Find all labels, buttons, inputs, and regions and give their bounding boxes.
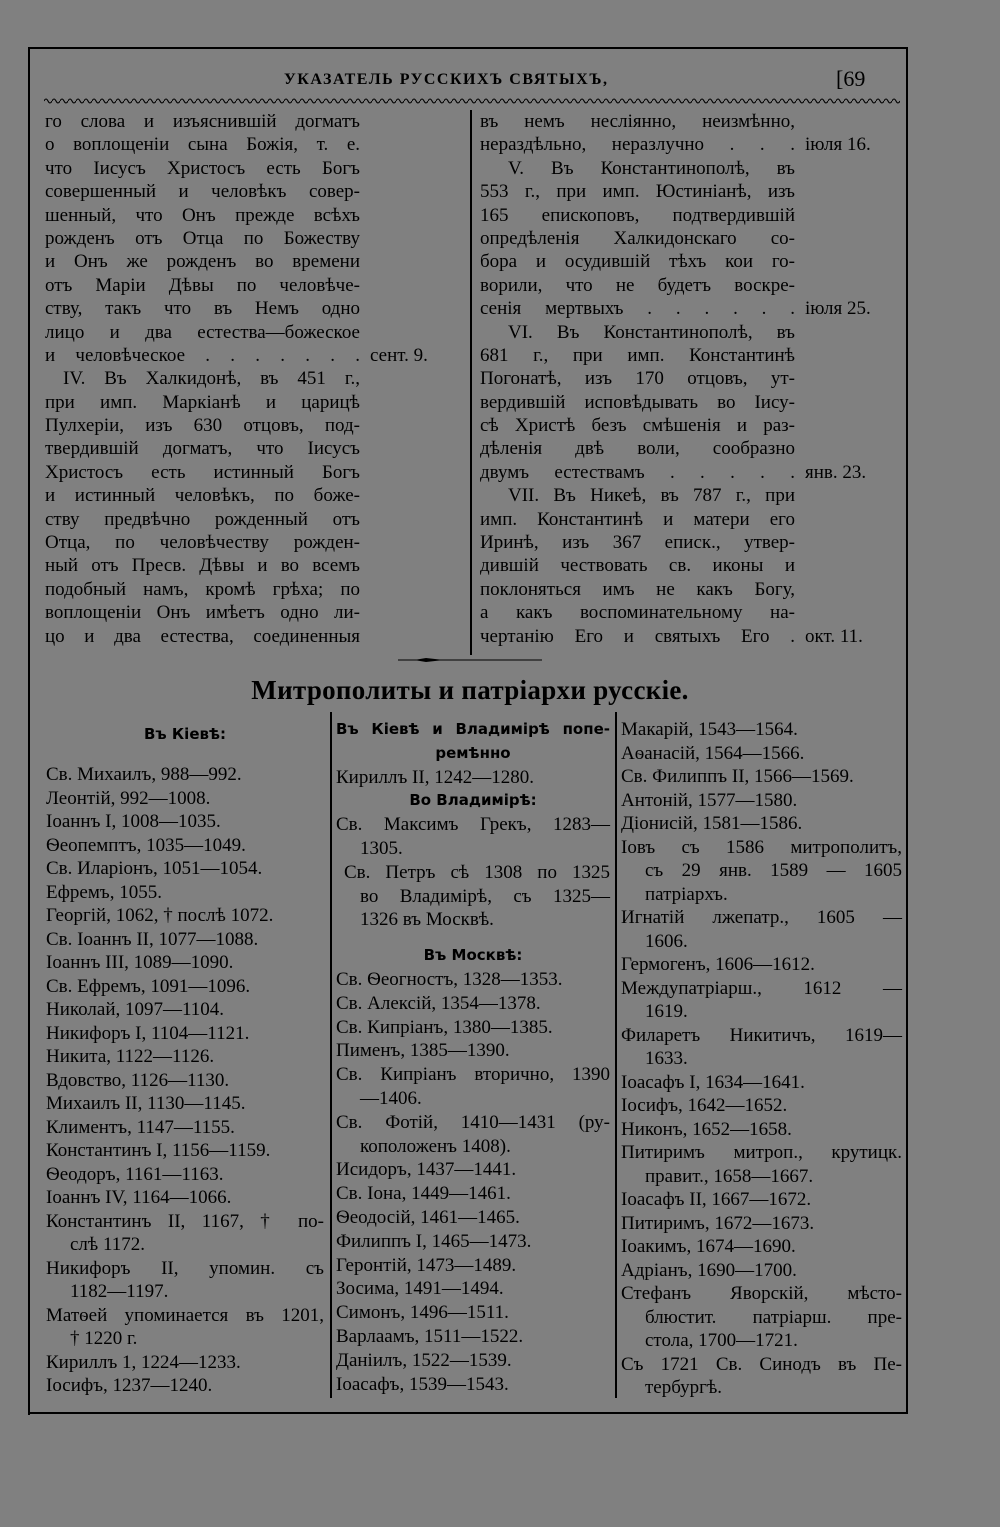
list-item: Никифоръ I, 1104—1121.	[46, 1022, 250, 1044]
list-item-continuation: † 1220 г.	[70, 1328, 138, 1349]
feast-date: сент. 9.	[370, 345, 428, 366]
text-line: дѣленія двѣ воли, сообразно	[480, 438, 795, 460]
councils-right-column	[480, 110, 795, 648]
list-item-continuation: тербургѣ.	[645, 1377, 723, 1398]
list-item: Макарій, 1543—1564.	[621, 719, 798, 740]
text-line: въ немъ несліянно, неизмѣнно,	[480, 111, 795, 132]
frame-bottom-rule	[28, 1412, 908, 1414]
list-item: Іоаннъ IV, 1164—1066.	[46, 1187, 232, 1208]
text-line: воплощеніи Онъ имѣетъ одно ли-	[45, 602, 360, 624]
text-line: лицо и два естества—божеское	[45, 321, 360, 343]
list-item-continuation: слѣ 1172.	[70, 1234, 146, 1255]
list-item: Климентъ, 1147—1155.	[46, 1116, 235, 1138]
section-ornament	[396, 655, 546, 665]
wavy-rule	[44, 96, 900, 105]
feast-date: іюля 25.	[805, 298, 871, 319]
text-line: VII. Въ Никеѣ, въ 787 г., при	[508, 485, 795, 507]
list-item-continuation: съ 29 янв. 1589 — 1605	[645, 860, 902, 881]
list-item: Симонъ, 1496—1511.	[336, 1302, 509, 1324]
text-line: Погонатѣ, изъ 170 отцовъ, ут-	[480, 368, 795, 390]
column-divider	[470, 110, 472, 655]
column-divider	[615, 712, 617, 1398]
feast-date: окт. 11.	[805, 626, 863, 647]
list-item: Іоаннъ III, 1089—1090.	[46, 952, 234, 973]
list-item: Георгій, 1062, † послѣ 1072.	[46, 905, 274, 926]
list-item: Св. Михаилъ, 988—992.	[46, 764, 242, 785]
list-item: Леонтій, 992—1008.	[46, 787, 211, 809]
list-item: Іоакимъ, 1674—1690.	[621, 1236, 796, 1257]
list-item-continuation: 1305.	[360, 837, 403, 859]
list-item: Николай, 1097—1104.	[46, 999, 225, 1020]
text-line: цо и два естества, соединенныя	[45, 625, 360, 647]
text-line: опредѣленія Халкидонскаго со-	[480, 227, 795, 249]
section-title: Митрополиты и патріархи русскіе.	[251, 675, 689, 705]
text-line: IV. Въ Халкидонѣ, въ 451 г.,	[63, 368, 360, 390]
list-item: Пименъ, 1385—1390.	[336, 1040, 510, 1062]
list-item-continuation: 1326 въ Москвѣ.	[360, 909, 494, 931]
list-item: Св. Максимъ Грекъ, 1283—	[336, 814, 610, 836]
list-item-continuation: 1633.	[645, 1048, 688, 1069]
list-item-continuation: во Владимірѣ, съ 1325—	[360, 885, 610, 907]
spacer	[46, 747, 324, 764]
list-item: Питиримъ, 1672—1673.	[621, 1212, 815, 1234]
list-item-continuation: 1182—1197.	[70, 1281, 169, 1302]
list-item: Св. Алексій, 1354—1378.	[336, 992, 541, 1014]
list-item: Св. Кипріанъ вторично, 1390	[336, 1064, 610, 1086]
text-line: имп. Константинѣ и матери его	[480, 508, 795, 530]
list-item: Междупатріарш., 1612 —	[621, 977, 902, 999]
list-item: Ѳеодосій, 1461—1465.	[336, 1206, 520, 1228]
list-item: Съ 1721 Св. Синодъ въ Пе-	[621, 1353, 902, 1375]
list-item: Іоасафъ, 1539—1543.	[336, 1373, 509, 1395]
text-line: и человѣческое . . . . . . .	[45, 344, 360, 366]
list-item-continuation: блюстит. патріарш. пре-	[645, 1306, 902, 1328]
text-line: 165 епископовъ, подтвердившій	[480, 204, 795, 226]
text-line: вердившій исповѣдывать во Іису-	[480, 391, 795, 413]
text-line: Отца, по человѣчеству рожден-	[45, 532, 360, 554]
text-line: го слова и изъяснившій догматъ	[45, 111, 360, 132]
list-item: Филаретъ Никитичъ, 1619—	[621, 1024, 902, 1046]
list-item: Матѳей упоминается въ 1201,	[46, 1304, 324, 1326]
list-item: Св. Ефремъ, 1091—1096.	[46, 975, 251, 997]
list-item: Іоаннъ I, 1008—1035.	[46, 811, 221, 832]
text-line: бора и осудившій тѣхъ кои го-	[480, 251, 795, 273]
vladimir-moscow-column	[336, 718, 610, 1396]
text-line: совершенный и человѣкъ совер-	[45, 181, 360, 203]
list-item-continuation: —1406.	[360, 1087, 422, 1109]
list-item-continuation: коположенъ 1408).	[360, 1135, 511, 1157]
vladimir-heading: Во Владимірѣ:	[409, 791, 537, 810]
list-item: Питиримъ митроп., крутицк.	[621, 1142, 902, 1163]
text-line: сѣ Христѣ безъ смѣшенія и раз-	[480, 415, 795, 437]
text-line: ству, такъ что въ Немъ одно	[45, 298, 360, 320]
moscow-heading: Въ Москвѣ:	[423, 946, 523, 965]
list-item: Геронтій, 1473—1489.	[336, 1254, 517, 1276]
list-item: Св. Іона, 1449—1461.	[336, 1183, 511, 1205]
list-item: Іосифъ, 1237—1240.	[46, 1375, 213, 1396]
list-item: Іовъ съ 1586 митрополитъ,	[621, 836, 902, 858]
text-line: Христосъ есть истинный Богъ	[45, 461, 360, 483]
text-line: и Онъ же рожденъ во времени	[45, 251, 360, 273]
list-item: Св. Филиппъ II, 1566—1569.	[621, 766, 854, 787]
list-item: Никифоръ II, упомин. съ	[46, 1257, 324, 1279]
text-line: 553 г., при имп. Юстиніанѣ, изъ	[480, 181, 795, 203]
list-item: Св. Иларіонъ, 1051—1054.	[46, 858, 263, 879]
list-item: Св. Кипріанъ, 1380—1385.	[336, 1016, 553, 1038]
text-line: нераздѣльно, неразлучно . . .	[480, 134, 795, 156]
list-item-continuation: правит., 1658—1667.	[645, 1165, 814, 1187]
list-item: Іоасафъ I, 1634—1641.	[621, 1071, 805, 1093]
list-item: Варлаамъ, 1511—1522.	[336, 1325, 524, 1347]
list-item: Константинъ II, 1167, † по-	[46, 1210, 324, 1232]
list-item: Діонисій, 1581—1586.	[621, 813, 803, 834]
list-item: Ефремъ, 1055.	[46, 881, 162, 903]
frame-top-rule	[28, 47, 908, 49]
text-line: при имп. Маркіанѣ и царицѣ	[45, 391, 360, 413]
list-item: Филиппъ I, 1465—1473.	[336, 1230, 532, 1252]
page-number: [69	[836, 66, 866, 91]
text-line: дившій чествовать св. иконы и	[480, 555, 795, 577]
list-item: Ѳеопемптъ, 1035—1049.	[46, 834, 246, 856]
list-item: Св. Фотій, 1410—1431 (ру-	[336, 1111, 610, 1133]
text-line: 681 г., при имп. Константинѣ	[480, 344, 795, 366]
text-line: а какъ воспоминательному на-	[480, 602, 795, 624]
frame-right-rule	[906, 47, 908, 1413]
text-line: чертанію Его и святыхъ Его .	[480, 625, 795, 647]
text-line: рожденъ отъ Отца по Божеству	[45, 227, 360, 249]
list-item: Кириллъ 1, 1224—1233.	[46, 1351, 241, 1373]
text-line: поклоняться имъ не какъ Богу,	[480, 578, 795, 600]
kiev-vladimir-heading: ремѣнно	[435, 743, 511, 762]
kiev-heading: Въ Кіевѣ:	[143, 725, 227, 743]
list-item: Зосима, 1491—1494.	[336, 1278, 504, 1300]
text-line: что Іисусъ Христосъ есть Богъ	[45, 157, 360, 179]
list-item-continuation: стола, 1700—1721.	[645, 1330, 798, 1351]
list-item: Даніилъ, 1522—1539.	[336, 1349, 512, 1371]
list-item: Гермогенъ, 1606—1612.	[621, 954, 815, 975]
text-line: VI. Въ Константинополѣ, въ	[508, 321, 795, 343]
list-item: Исидоръ, 1437—1441.	[336, 1159, 517, 1181]
list-item: Кириллъ II, 1242—1280.	[336, 766, 534, 788]
text-line: о воплощеніи сына Божія, т. е.	[45, 134, 360, 156]
list-item-continuation: 1606.	[645, 930, 688, 952]
text-line: Пулхеріи, изъ 630 отцовъ, под-	[45, 415, 360, 437]
list-item-continuation: 1619.	[645, 1001, 688, 1022]
list-item: Игнатій лжепатр., 1605 —	[621, 907, 902, 928]
list-item: Антоній, 1577—1580.	[621, 789, 798, 811]
text-line: подобный намъ, кромѣ грѣха; по	[45, 578, 360, 600]
text-line: сенія мертвыхъ . . . . . .	[480, 298, 795, 320]
list-item: Св. Петръ сѣ 1308 по 1325	[344, 861, 610, 883]
text-line: шенный, что Онъ прежде всѣхъ	[45, 204, 360, 226]
text-line: и истинный человѣкъ, по боже-	[45, 485, 360, 507]
frame-left-rule	[28, 47, 30, 1415]
list-item: Никонъ, 1652—1658.	[621, 1118, 792, 1140]
list-item: Іоасафъ II, 1667—1672.	[621, 1189, 812, 1210]
column-divider	[330, 712, 332, 1398]
text-line: Иринѣ, изъ 367 еписк., утвер-	[480, 532, 795, 554]
list-item: Никита, 1122—1126.	[46, 1046, 215, 1067]
list-item: Ѳеодоръ, 1161—1163.	[46, 1163, 224, 1185]
list-item: Адріанъ, 1690—1700.	[621, 1259, 797, 1281]
text-line: ству предвѣчно рожденный отъ	[45, 508, 360, 530]
kiev-vladimir-heading: Въ Кіевѣ и Владимірѣ попе-	[336, 720, 610, 738]
list-item: Константинъ I, 1156—1159.	[46, 1140, 271, 1161]
list-item: Св. Іоаннъ II, 1077—1088.	[46, 928, 259, 950]
list-item: Іосифъ, 1642—1652.	[621, 1095, 788, 1116]
feast-date: янв. 23.	[805, 462, 867, 483]
patriarchs-column	[621, 718, 902, 1400]
text-line: твердившій догматъ, что Іисусъ	[45, 438, 360, 460]
text-line: V. Въ Константинополѣ, въ	[508, 157, 795, 179]
councils-left-column	[45, 110, 360, 648]
text-line: ворили, что не будетъ воскре-	[480, 274, 795, 296]
list-item-continuation: патріархъ.	[645, 883, 728, 905]
text-line: отъ Маріи Дѣвы по человѣче-	[45, 274, 360, 296]
text-line: ный отъ Пресв. Дѣвы и во всемъ	[45, 555, 360, 577]
running-header-title: УКАЗАТЕЛЬ РУССКИХЪ СВЯТЫХЪ,	[284, 71, 609, 88]
list-item: Св. Ѳеогностъ, 1328—1353.	[336, 968, 563, 990]
list-item: Аѳанасій, 1564—1566.	[621, 742, 805, 764]
text-line: двумъ естествамъ . . . . .	[480, 461, 795, 483]
list-item: Стефанъ Яворскій, мѣсто-	[621, 1283, 902, 1304]
feast-date: іюля 16.	[805, 134, 871, 155]
list-item: Михаилъ II, 1130—1145.	[46, 1093, 246, 1114]
kiev-column	[46, 723, 324, 1398]
list-item: Вдовство, 1126—1130.	[46, 1069, 230, 1091]
